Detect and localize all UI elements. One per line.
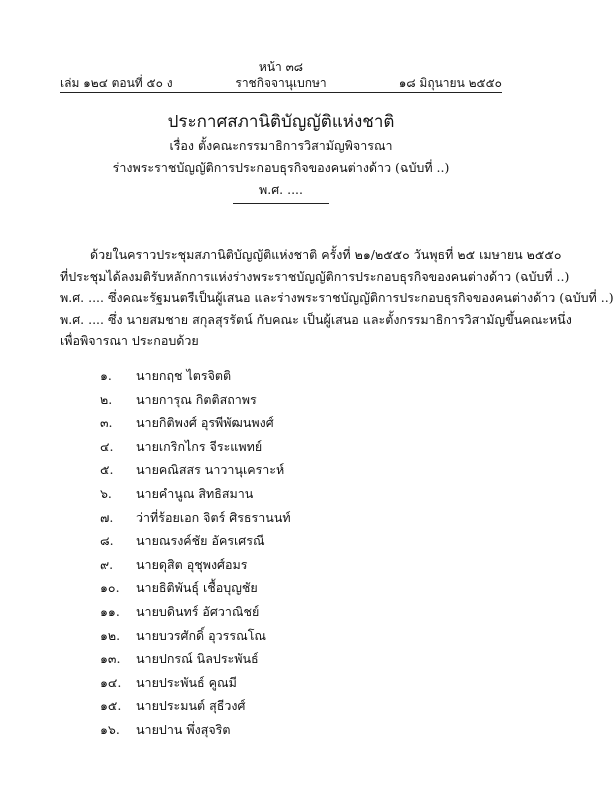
- list-item: [100, 482, 500, 506]
- gazette-header: [60, 74, 502, 90]
- member-number: ๑๑.: [100, 603, 120, 619]
- member-number: ๗.: [100, 509, 114, 525]
- document-title: ประกาศสภานิติบัญญัติแห่งชาติ: [167, 112, 395, 132]
- member-number: ๑๓.: [100, 651, 121, 667]
- draft-bill-name: ร่างพระราชบัญญัติการประกอบธุรกิจของคนต่างด้าว (ฉบับที่ ..): [112, 160, 450, 175]
- member-name: นายปกรณ์ นิลประพันธ์: [136, 651, 259, 667]
- member-name: นายปาน พึ่งสุจริต: [136, 721, 231, 737]
- list-item: [100, 506, 500, 530]
- member-name: นายดุสิต อุชุพงศ์อมร: [136, 556, 248, 572]
- page-number: หน้า ๓๘: [258, 60, 304, 74]
- list-item: [100, 671, 500, 695]
- member-number: ๑๐.: [100, 580, 120, 596]
- committee-member-list: [100, 364, 500, 742]
- paragraph-line: พ.ศ. .... ซึ่งคณะรัฐมนตรีเป็นผู้เสนอ และร่างพระราชบัญญัติการประกอบธุรกิจของคนต่างด้าว (ฉบับที่ ..): [60, 290, 614, 305]
- list-item: [100, 624, 500, 648]
- list-item: [100, 694, 500, 718]
- member-number: ๑.: [100, 368, 112, 383]
- member-name: นายกิติพงศ์ อุรพีพัฒนพงศ์: [136, 415, 274, 431]
- member-name: นายธิติพันธุ์ เชื้อบุญชัย: [136, 580, 258, 596]
- member-number: ๘.: [100, 533, 114, 549]
- document-subject: เรื่อง ตั้งคณะกรรมาธิการวิสามัญพิจารณา: [169, 138, 393, 153]
- member-number: ๓.: [100, 415, 113, 431]
- paragraph-line: พ.ศ. .... ซึ่ง นายสมชาย สกุลสุรรัตน์ กับคณะ เป็นผู้เสนอ และตั้งกรรมาธิการวิสามัญขึ้นคณะหนึ่ง: [60, 311, 572, 327]
- member-number: ๒.: [100, 391, 113, 407]
- list-item: [100, 576, 500, 600]
- list-item: [100, 435, 500, 459]
- member-name: นายบวรศักดิ์ อุวรรณโณ: [136, 627, 267, 643]
- member-name: นายเกริกไกร จีระแพทย์: [136, 438, 263, 454]
- member-name: นายณรงค์ชัย อัครเศรณี: [136, 533, 265, 549]
- member-name: นายประมนต์ สุธีวงศ์: [136, 698, 246, 714]
- volume-issue: เล่ม ๑๒๔ ตอนที่ ๕๐ ง: [60, 76, 173, 90]
- member-number: ๑๒.: [100, 627, 121, 643]
- list-item: [100, 388, 500, 412]
- list-item: [100, 458, 500, 482]
- member-number: ๑๕.: [100, 698, 122, 714]
- member-number: ๖.: [100, 485, 112, 501]
- member-number: ๑๖.: [100, 721, 120, 737]
- list-item: [100, 600, 500, 624]
- list-item: [100, 647, 500, 671]
- member-number: ๔.: [100, 438, 114, 454]
- list-item: [100, 718, 500, 742]
- member-number: ๙.: [100, 556, 114, 572]
- list-item: [100, 364, 500, 388]
- paragraph-line: เพื่อพิจารณา ประกอบด้วย: [60, 333, 199, 348]
- member-name: นายคำนูณ สิทธิสมาน: [136, 485, 254, 501]
- member-number: ๑๔.: [100, 674, 122, 690]
- list-item: [100, 553, 500, 577]
- title-divider: [233, 203, 329, 204]
- member-name: นายการุณ กิตติสถาพร: [136, 391, 257, 407]
- paragraph-line: ที่ประชุมได้ลงมติรับหลักการแห่งร่างพระราชบัญญัติการประกอบธุรกิจของคนต่างด้าว (ฉบับที่ ..): [60, 268, 570, 284]
- member-name: นายบดินทร์ อัศวาณิชย์: [136, 603, 260, 619]
- member-name: นายคณิสสร นาวานุเคราะห์: [136, 462, 285, 478]
- list-item: [100, 529, 500, 553]
- member-name: นายกฤช ไตรจิตติ: [136, 368, 232, 383]
- member-name: นายประพันธ์ คูณมี: [136, 674, 237, 690]
- member-number: ๕.: [100, 462, 114, 478]
- list-item: [100, 411, 500, 435]
- member-name: ว่าที่ร้อยเอก จิตร์ ศิรธรานนท์: [136, 509, 291, 525]
- draft-year: พ.ศ. ....: [259, 182, 303, 197]
- paragraph-line: ด้วยในคราวประชุมสภานิติบัญญัติแห่งชาติ ครั้งที่ ๒๑/๒๕๕๐ วันพุธที่ ๒๕ เมษายน ๒๕๕๐: [90, 247, 562, 262]
- publication-name: ราชกิจจานุเบกษา: [235, 76, 327, 90]
- header-rule: [60, 92, 502, 93]
- body-paragraph: [60, 244, 614, 352]
- publication-date: ๑๘ มิถุนายน ๒๕๕๐: [398, 76, 502, 90]
